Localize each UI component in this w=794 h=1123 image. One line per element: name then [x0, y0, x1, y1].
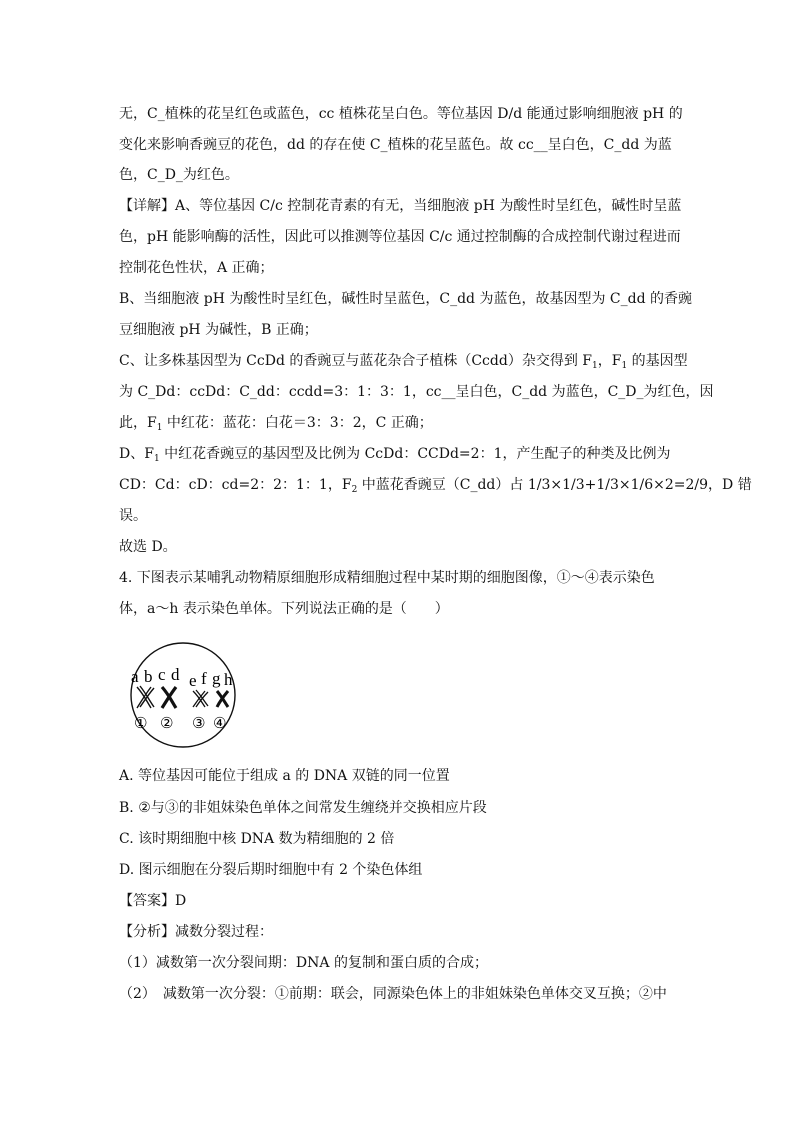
chromatid-letter-e: e [189, 671, 197, 690]
text-line-13: CD：Cd：cD：cd=2：2：1：1，$F_2$ 中蓝花香豌豆（C_dd）占 1/3×1/3+1/3×1/6×2=2/9，D 错 [119, 477, 752, 495]
cell-figure [120, 640, 250, 750]
text-line-14: 误。 [119, 508, 147, 524]
text-line-1: 无，C_植株的花呈红色或蓝色，cc 植株花呈白色。等位基因 D/d 能通过影响细胞液 pH 的 [119, 106, 683, 122]
option-a: A. 等位基因可能位于组成 a 的 DNA 双链的同一位置 [119, 768, 450, 784]
option-d: D. 图示细胞在分裂后期时细胞中有 2 个染色体组 [119, 862, 423, 878]
text-line-15: 故选 D。 [119, 539, 177, 555]
chromatid-letter-h: h [224, 670, 233, 689]
chromosome-3 [193, 690, 208, 707]
chromosome-number-1: ① [134, 714, 148, 732]
text-line-6: 控制花色性状，A 正确； [119, 260, 274, 276]
chromosome-2 [162, 687, 176, 708]
chromosome-number-3: ③ [192, 714, 206, 732]
text-line-11: 此，$F_1$ 中红花：蓝花：白花＝3：3：2，C 正确； [119, 415, 433, 433]
chromatid-letter-d: d [171, 665, 180, 684]
text-line-10: 为 C_Dd：ccDd：C_dd：ccdd=3：1：3：1，cc__呈白色，C_dd 为蓝色，C_D_为红色，因 [119, 384, 714, 400]
text-line-7: B、当细胞液 pH 为酸性时呈红色，碱性时呈蓝色，C_dd 为蓝色，故基因型为 C_dd 的香豌 [119, 291, 692, 307]
text-line-9: C、让多株基因型为 CcDd 的香豌豆与蓝花杂合子植株（Ccdd）杂交得到 $F_1$，$F_1$ 的基因型 [119, 353, 688, 371]
text-line-4: 【详解】A、等位基因 C/c 控制花青素的有无，当细胞液 pH 为酸性时呈红色，碱性时呈蓝 [119, 198, 682, 214]
text-line-3: 色，C_D_为红色。 [119, 167, 239, 183]
chromatid-letter-b: b [144, 667, 153, 686]
text-line-5: 色，pH 能影响酶的活性，因此可以推测等位基因 C/c 通过控制酶的合成控制代谢过程进而 [119, 229, 681, 245]
option-b: B. ②与③的非姐妹染色单体之间常发生缠绕并交换相应片段 [119, 800, 487, 816]
text-line-12: D、$F_1$ 中红花香豌豆的基因型及比例为 CcDd：CCDd=2：1，产生配子的种类及比例为 [119, 446, 671, 464]
chromatid-letter-f: f [201, 669, 207, 688]
chromatid-letter-c: c [158, 665, 166, 684]
question-4-stem-line-1: 4. 下图表示某哺乳动物精原细胞形成精细胞过程中某时期的细胞图像，①～④表示染色 [119, 570, 655, 586]
chromosome-4 [217, 691, 228, 707]
analysis-line-1: （1）减数第一次分裂间期：DNA 的复制和蛋白质的合成； [119, 955, 488, 971]
chromatid-letter-a: a [131, 667, 139, 686]
answer-line: 【答案】D [119, 893, 187, 909]
option-c: C. 该时期细胞中核 DNA 数为精细胞的 2 倍 [119, 831, 395, 847]
chromosome-1 [137, 686, 154, 708]
chromosome-number-2: ② [160, 714, 174, 732]
text-line-2: 变化来影响香豌豆的花色，dd 的存在使 C_植株的花呈蓝色。故 cc__呈白色，C_dd 为蓝 [119, 137, 672, 153]
analysis-line-2: （2） 减数第一次分裂：①前期：联会，同源染色体上的非姐妹染色单体交叉互换；②中 [119, 986, 667, 1002]
question-4-stem-line-2: 体，a～h 表示染色单体。下列说法正确的是（ ） [119, 601, 449, 617]
text-line-8: 豆细胞液 pH 为碱性，B 正确； [119, 322, 318, 338]
chromatid-letter-g: g [212, 669, 221, 688]
chromosome-number-4: ④ [213, 714, 227, 732]
analysis-heading: 【分析】减数分裂过程： [119, 924, 273, 940]
